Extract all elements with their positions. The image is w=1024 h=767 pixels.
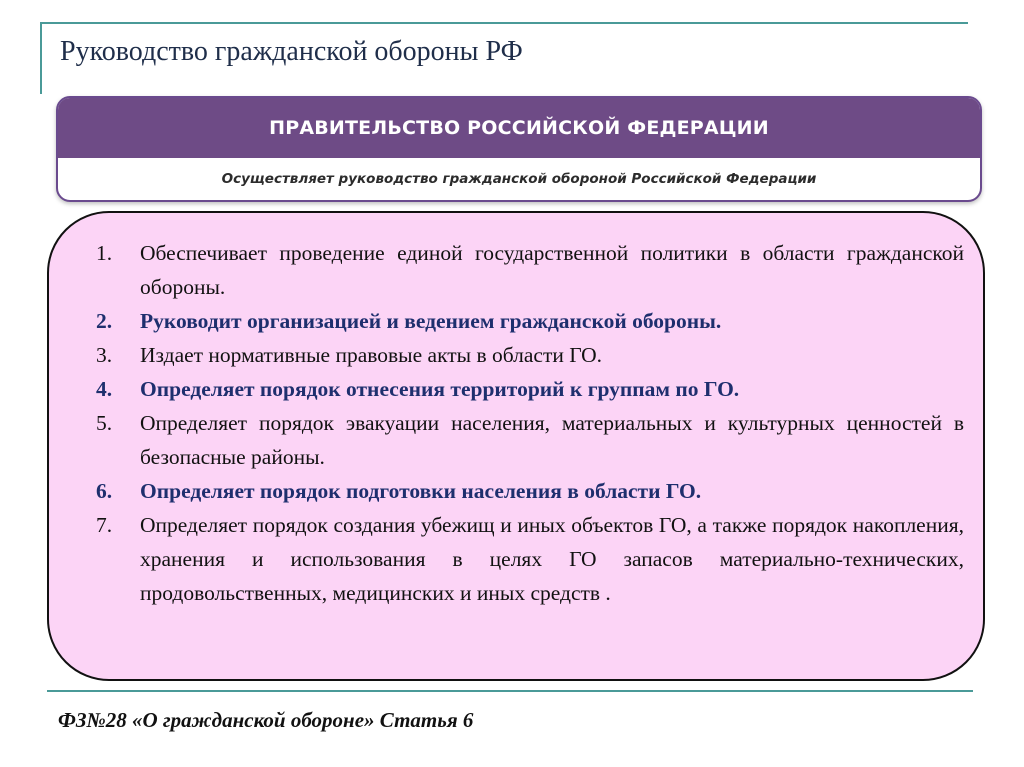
bottom-divider-line: [47, 690, 973, 692]
footer-reference: ФЗ№28 «О гражданской обороне» Статья 6: [58, 708, 474, 732]
slide-title: Руководство гражданской обороны РФ: [60, 36, 523, 67]
list-item-number: 6.: [96, 479, 113, 503]
list-item: [96, 406, 964, 474]
list-item: [96, 474, 964, 508]
list-item-text: Определяет порядок создания убежищ и иных объектов ГО, а также порядок накопления, хранения и использования в целях ГО запасов материально-технических, продовольственных, медицинских и иных средств .: [140, 513, 964, 605]
list-item: [96, 508, 964, 610]
list-item-number: 4.: [96, 377, 113, 401]
list-item-text: Обеспечивает проведение единой государственной политики в области гражданской обороны.: [140, 241, 964, 299]
list-item-number: 1.: [96, 241, 113, 265]
list-item: [96, 304, 964, 338]
list-item: [96, 236, 964, 304]
list-item-text: Определяет порядок эвакуации населения, материальных и культурных ценностей в безопасные районы.: [140, 411, 964, 469]
list-item-text: Определяет порядок подготовки населения в области ГО.: [140, 479, 702, 503]
government-subtitle: Осуществляет руководство гражданской обороной Российской Федерации: [221, 171, 817, 187]
list-item-text: Издает нормативные правовые акты в области ГО.: [140, 343, 603, 367]
government-header: ПРАВИТЕЛЬСТВО РОССИЙСКОЙ ФЕДЕРАЦИИ: [58, 98, 980, 158]
duties-list: [96, 236, 964, 610]
list-item-number: 2.: [96, 309, 113, 333]
list-item: [96, 372, 964, 406]
list-item-number: 5.: [96, 411, 113, 435]
list-item-text: Руководит организацией и ведением гражданской обороны.: [140, 309, 722, 333]
list-item: [96, 338, 964, 372]
list-item-number: 3.: [96, 343, 113, 367]
left-accent-line: [40, 22, 42, 94]
list-item-text: Определяет порядок отнесения территорий к группам по ГО.: [140, 377, 740, 401]
government-box: [56, 96, 982, 202]
top-divider-line: [40, 22, 968, 24]
list-item-number: 7.: [96, 513, 113, 537]
